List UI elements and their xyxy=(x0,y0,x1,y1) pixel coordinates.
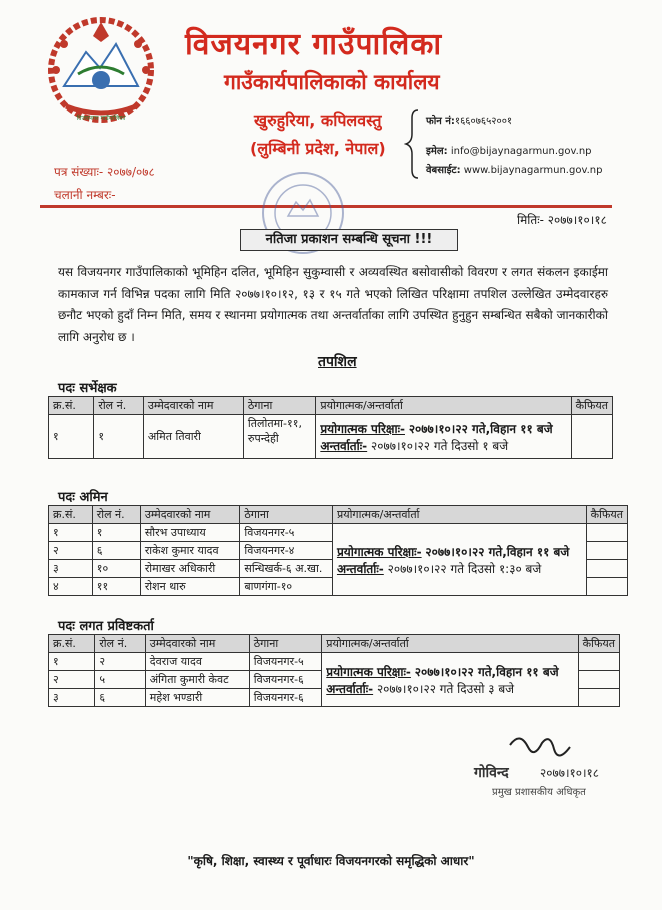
cell-roll: १ xyxy=(94,415,144,459)
cell-sn: २ xyxy=(49,542,93,560)
cell-address: तिलोतमा-११, रुपन्देही xyxy=(243,415,315,459)
table-row xyxy=(49,415,613,459)
col-remarks: कैफियत xyxy=(586,506,627,524)
cell-roll: ५ xyxy=(95,671,145,689)
cell-sn: २ xyxy=(49,671,95,689)
cell-roll: १० xyxy=(92,560,140,578)
cell-name: रोशन थारु xyxy=(140,578,240,596)
email-line xyxy=(426,143,592,157)
cell-sn: ४ xyxy=(49,578,93,596)
municipality-title: विजयनगर गाउँपालिका xyxy=(185,27,443,62)
col-schedule: प्रयोगात्मक/अन्तर्वार्ता xyxy=(322,635,578,653)
cell-address: विजयनगर-४ xyxy=(240,542,333,560)
practical-time: २०७७।१०।२२ गते,विहान ११ बजे xyxy=(414,664,559,679)
practical-time: २०७७।१०।२२ गते,विहान ११ बजे xyxy=(425,544,570,559)
cell-remarks xyxy=(586,542,627,560)
table-row xyxy=(49,653,620,671)
dispatch-number: चलानी नम्बरः- xyxy=(54,188,116,202)
schedule-cell xyxy=(316,415,571,459)
col-schedule: प्रयोगात्मक/अन्तर्वार्ता xyxy=(332,506,586,524)
col-name: उम्मेदवारको नाम xyxy=(145,635,249,653)
letter-number: पत्र संख्याः- २०७७/०७८ xyxy=(54,165,155,179)
signature-stamp xyxy=(470,725,630,805)
cell-sn: ३ xyxy=(49,560,93,578)
emblem-text: विजयनगर गाउँपालिका xyxy=(76,115,126,122)
nepal-emblem-icon xyxy=(42,14,160,126)
schedule-cell xyxy=(332,524,586,596)
col-roll: रोल नं. xyxy=(92,506,140,524)
cell-sn: १ xyxy=(49,415,94,459)
cell-name: महेश भण्डारी xyxy=(145,689,249,707)
cell-address: बाणगंगा-१० xyxy=(240,578,333,596)
table-header-row xyxy=(49,506,628,524)
brace-icon xyxy=(404,108,422,180)
cell-remarks xyxy=(571,415,612,459)
cell-address: सन्धिखर्क-६ अ.खा. xyxy=(240,560,333,578)
cell-sn: ३ xyxy=(49,689,95,707)
interview-label: अन्तर्वार्ताः- xyxy=(320,438,368,453)
interview-label: अन्तर्वार्ताः- xyxy=(336,561,384,576)
table-header-row xyxy=(49,635,620,653)
address-line-1: खुरुहुरिया, कपिलवस्तु xyxy=(254,111,382,130)
table-header-row xyxy=(49,397,613,415)
phone-line xyxy=(426,113,512,127)
cell-name: राकेश कुमार यादव xyxy=(140,542,240,560)
col-sn: क्र.सं. xyxy=(49,506,93,524)
col-name: उम्मेदवारको नाम xyxy=(143,397,243,415)
col-address: ठेगाना xyxy=(249,635,321,653)
cell-remarks xyxy=(586,524,627,542)
cell-remarks xyxy=(586,560,627,578)
schedule-cell xyxy=(322,653,578,707)
cell-sn: १ xyxy=(49,653,95,671)
amin-table xyxy=(48,505,628,596)
col-sn: क्र.सं. xyxy=(49,397,94,415)
post-surveyor-heading: पदः सर्भेक्षक xyxy=(58,381,117,396)
cell-remarks xyxy=(586,578,627,596)
cell-name: अंगिता कुमारी केवट xyxy=(145,671,249,689)
col-address: ठेगाना xyxy=(243,397,315,415)
cell-address: विजयनगर-५ xyxy=(240,524,333,542)
cell-name: अमित तिवारी xyxy=(143,415,243,459)
notice-body: यस विजयनगर गाउँपालिकाको भूमिहिन दलित, भूमिहिन सुकुम्वासी र अव्यवस्थित बसोवासीको विवरण र लगत संकलन इकाईमा कामकाज गर्न विभिन्न पदका लागि मिति २०७७।१०।१२, १३ र १५ गते भएको लिखित परिक्षामा तपशिल उल्लेखित उम्मेदवारहरु छनौट भएको हुदाँ निम्न मिति, समय र स्थानमा प्रयोगात्मक तथा अन्तर्वार्ताका लागि उपस्थित हुनुहुन सम्बन्धित सबैको जानकारीको लागि अनुरोध छ । xyxy=(58,265,608,344)
surveyor-table xyxy=(48,396,613,459)
email-address: info@bijaynagarmun.gov.np xyxy=(450,146,592,157)
email-label: इमेल: xyxy=(426,146,448,157)
phone-label: फोन नं: xyxy=(426,116,455,127)
notice-title: नतिजा प्रकाशन सम्बन्धि सूचना !!! xyxy=(240,229,458,251)
signature-date: २०७७।१०।१८ xyxy=(540,766,600,780)
cell-roll: २ xyxy=(95,653,145,671)
signature-name: गोविन्द xyxy=(474,765,509,781)
cell-roll: ११ xyxy=(92,578,140,596)
cell-remarks xyxy=(578,671,619,689)
interview-time: २०७७।१०।२२ गते दिउसो १:३० बजे xyxy=(387,561,542,576)
signature-title: प्रमुख प्रशासकीय अधिकृत xyxy=(492,787,586,798)
notice-date: मितिः- २०७७।१०।१८ xyxy=(517,213,607,227)
cell-address: विजयनगर-६ xyxy=(249,671,321,689)
cell-sn: १ xyxy=(49,524,93,542)
phone-number: १६६०७६५२००१ xyxy=(454,116,513,127)
col-address: ठेगाना xyxy=(240,506,333,524)
practical-time: २०७७।१०।२२ गते,विहान ११ बजे xyxy=(408,421,553,436)
practical-label: प्रयोगात्मक परिक्षाः- xyxy=(336,544,422,559)
address-line-2: (लुम्बिनी प्रदेश, नेपाल) xyxy=(250,139,386,158)
office-subtitle: गाउँकार्यपालिकाको कार्यालय xyxy=(224,70,440,94)
col-roll: रोल नं. xyxy=(94,397,144,415)
table-row xyxy=(49,524,628,542)
website-line xyxy=(426,162,602,176)
cell-name: देवराज यादव xyxy=(145,653,249,671)
interview-time: २०७७।१०।२२ गते दिउसो ३ बजे xyxy=(376,681,515,696)
cell-remarks xyxy=(578,689,619,707)
post-data-entry-heading: पदः लगत प्रविष्टकर्ता xyxy=(58,619,154,634)
cell-address: विजयनगर-५ xyxy=(249,653,321,671)
schedule-heading: तपशिल xyxy=(318,354,357,370)
col-schedule: प्रयोगात्मक/अन्तर्वार्ता xyxy=(316,397,571,415)
practical-label: प्रयोगात्मक परिक्षाः- xyxy=(320,421,405,436)
cell-remarks xyxy=(578,653,619,671)
data-entry-table xyxy=(48,634,620,707)
col-remarks: कैफियत xyxy=(571,397,612,415)
cell-name: सौरभ उपाध्याय xyxy=(140,524,240,542)
cell-roll: ६ xyxy=(95,689,145,707)
cell-name: रोमाखर अधिकारी xyxy=(140,560,240,578)
post-amin-heading: पदः अमिन xyxy=(58,490,108,505)
col-roll: रोल नं. xyxy=(95,635,145,653)
cell-roll: १ xyxy=(92,524,140,542)
cell-address: विजयनगर-६ xyxy=(249,689,321,707)
footer-motto: "कृषि, शिक्षा, स्वास्थ्य र पूर्वाधारः विजयनगरको समृद्धिको आधार" xyxy=(187,854,475,868)
website-url: www.bijaynagarmun.gov.np xyxy=(463,165,603,176)
cell-roll: ६ xyxy=(92,542,140,560)
practical-label: प्रयोगात्मक परिक्षाः- xyxy=(326,664,411,679)
interview-label: अन्तर्वार्ताः- xyxy=(326,681,374,696)
interview-time: २०७७।१०।२२ गते दिउसो १ बजे xyxy=(371,438,509,453)
col-sn: क्र.सं. xyxy=(49,635,95,653)
col-remarks: कैफियत xyxy=(578,635,619,653)
website-label: वेबसाईट: xyxy=(426,165,461,176)
col-name: उम्मेदवारको नाम xyxy=(140,506,240,524)
